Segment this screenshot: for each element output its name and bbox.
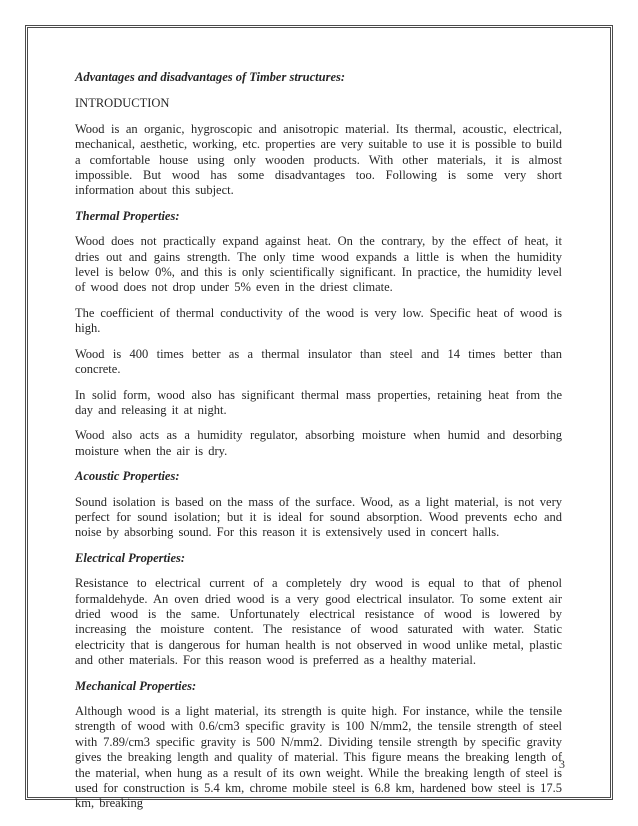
paragraph-thermal-1: Wood does not practically expand against heat. On the contrary, by the effect of heat, it dries out and gains strength. The only time wood expands a little is when the humidity level is below 0%, and this is only scientifically significant. In practice, the humidity level of wood does not drop under 5% even in the driest climate. xyxy=(75,234,562,295)
section-heading-thermal: Thermal Properties: xyxy=(75,208,180,223)
document-page xyxy=(75,70,562,822)
section-heading-electrical: Electrical Properties: xyxy=(75,550,186,565)
section-heading-acoustic: Acoustic Properties: xyxy=(75,469,180,484)
paragraph-acoustic-1: Sound isolation is based on the mass of the surface. Wood, as a light material, is not very perfect for sound isolation; but it is ideal for sound absorption. Wood prevents echo and noise by absorbing sound. For this reason it is extensively used in concert halls. xyxy=(75,494,562,540)
paragraph-thermal-3: Wood is 400 times better as a thermal insulator than steel and 14 times better than concrete. xyxy=(75,346,562,377)
paragraph-thermal-4: In solid form, wood also has significant thermal mass properties, retaining heat from the day and releasing it at night. xyxy=(75,387,562,417)
paragraph-introduction: Wood is an organic, hygroscopic and anisotropic material. Its thermal, acoustic, electrical, mechanical, aesthetic, working, etc. properties are very suitable to use it is possible to build a comfortable house using only wooden products. With other materials, it is almost impossible. But wood has some disadvantages too. Following is some very short information about this subject. xyxy=(75,121,562,198)
paragraph-mechanical-1: Although wood is a light material, its strength is quite high. For instance, while the tensile strength of wood with 0.6/cm3 specific gravity is 100 N/mm2, the tensile strength of steel with 7.89/cm3 specific gravity is 500 N/mm2. Dividing tensile strength by specific gravity gives the breaking length and quality of material. This figure means the breaking length of the material, when hung as a result of its own weight. While the breaking length of steel is used for construction is 5.4 km, chrome mobile steel is 6.8 km, hardened bow steel is 17.5 km, breaking xyxy=(75,704,562,811)
document-title: Advantages and disadvantages of Timber structures: xyxy=(75,70,346,84)
paragraph-electrical-1: Resistance to electrical current of a completely dry wood is equal to that of phenol formaldehyde. An oven dried wood is a very good electrical insulator. To some extent air dried wood is the same. Unfortunately electrical resistance of wood is lowered by increasing the moisture content. The resistance of wood saturated with water. Static electricity that is dangerous for human health is not observed in wood unlike metal, plastic and other materials. For this reason wood is preferred as a healthy material. xyxy=(75,576,562,668)
paragraph-thermal-2: The coefficient of thermal conductivity of the wood is very low. Specific heat of wood is high. xyxy=(75,305,562,336)
section-heading-introduction: INTRODUCTION xyxy=(75,96,170,111)
page-number: 3 xyxy=(559,757,565,771)
paragraph-thermal-5: Wood also acts as a humidity regulator, absorbing moisture when humid and desorbing moisture when the air is dry. xyxy=(75,428,562,458)
section-heading-mechanical: Mechanical Properties: xyxy=(75,678,197,693)
